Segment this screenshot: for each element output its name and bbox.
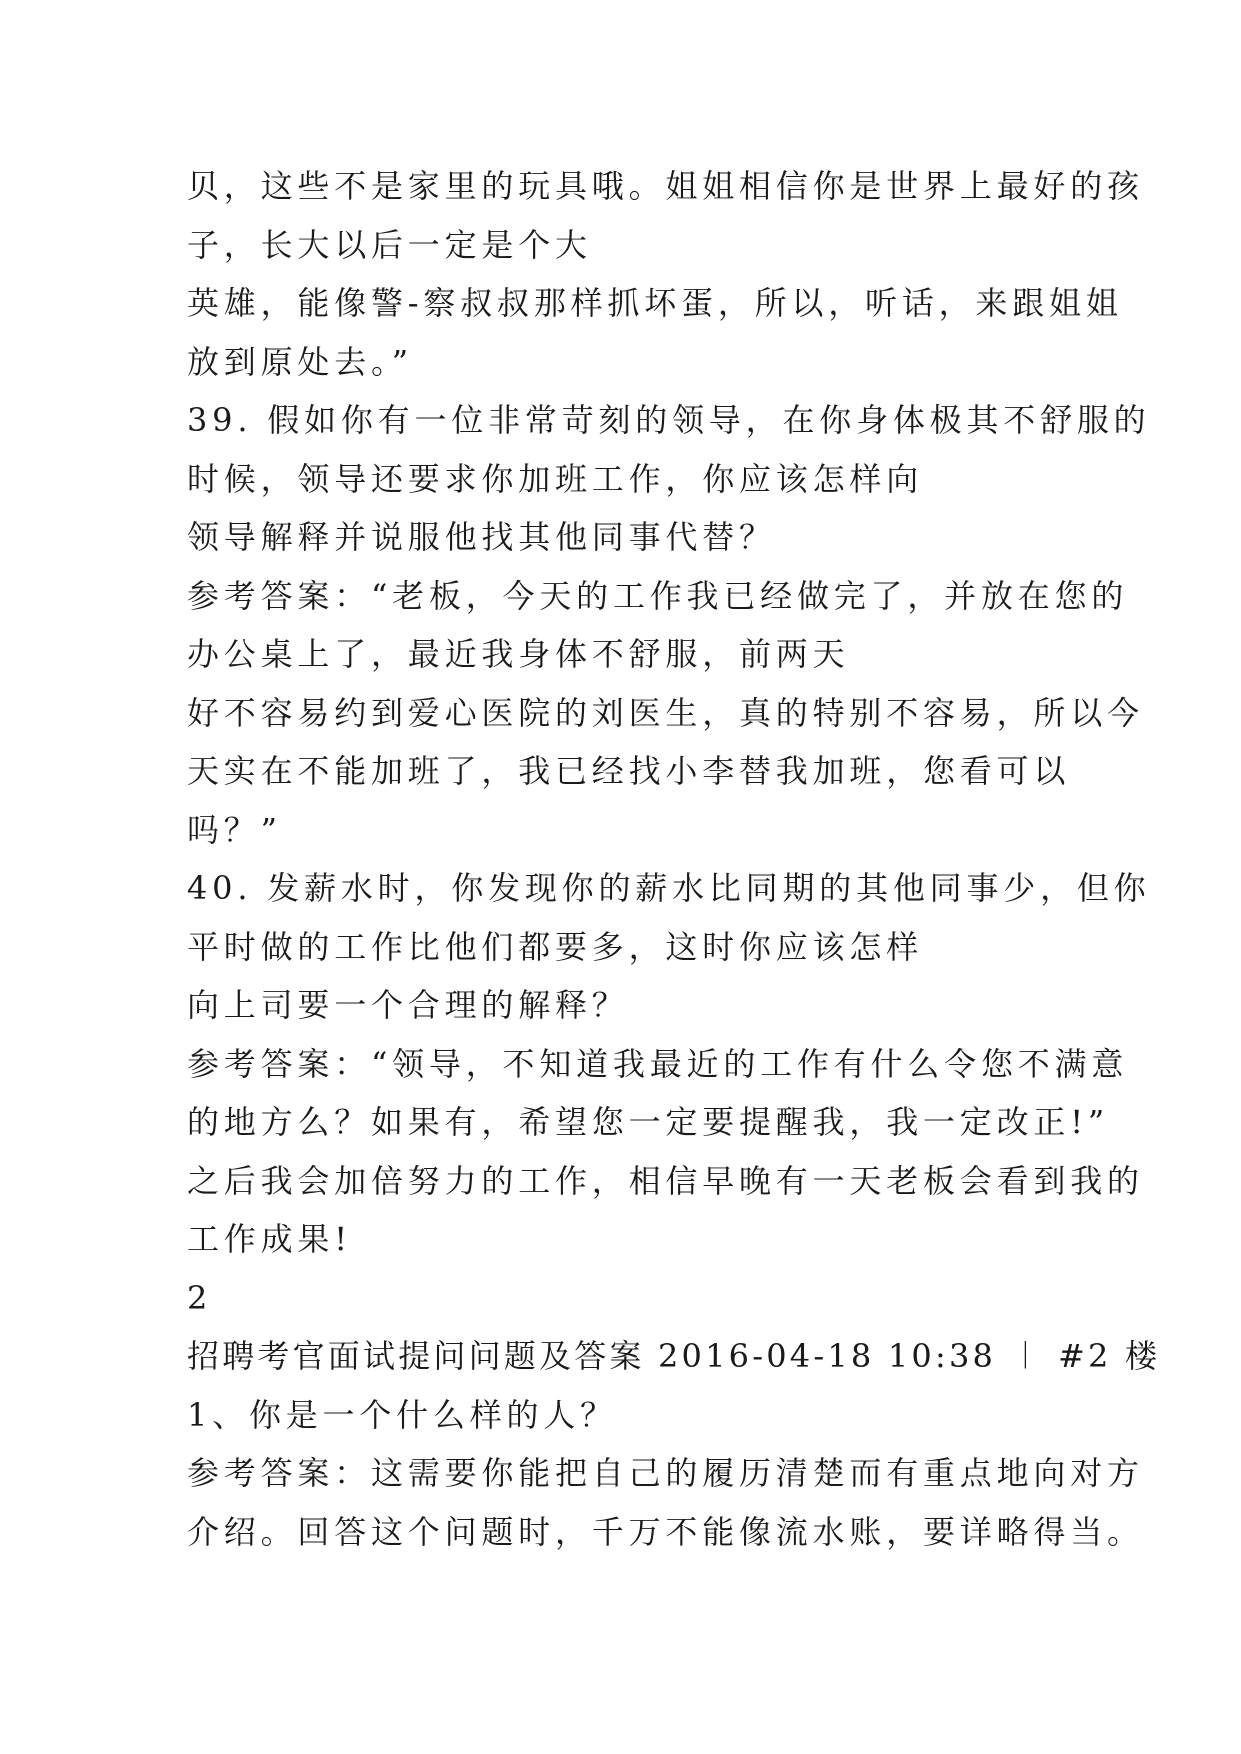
text-line: 之后我会加倍努力的工作，相信早晚有一天老板会看到我的: [187, 1161, 1144, 1200]
text-line: 的地方么？如果有，希望您一定要提醒我，我一定改正!”: [187, 1103, 1110, 1141]
text-line: 贝，这些不是家里的玩具哦。姐姐相信你是世界上最好的孩: [187, 167, 1144, 205]
answer-40: 参考答案：“领导，不知道我最近的工作有什么令您不满意: [187, 1044, 1129, 1083]
text-line: 好不容易约到爱心医院的刘医生，真的特别不容易，所以今: [187, 693, 1144, 732]
text-line: 办公桌上了，最近我身体不舒服，前两天: [187, 635, 850, 673]
text-line: 子，长大以后一定是个大: [187, 225, 592, 264]
question-39: 39. 假如你有一位非常苛刻的领导，在你身体极其不舒服的: [187, 401, 1151, 439]
text-line: 平时做的工作比他们都要多，这时你应该怎样: [187, 927, 924, 966]
text-line: 向上司要一个合理的解释？: [187, 986, 629, 1024]
text-line: 英雄，能像警-察叔叔那样抓坏蛋，所以，听话，来跟姐姐: [187, 284, 1123, 322]
text-line: 放到原处去。”: [187, 342, 413, 381]
text-line: 时候，领导还要求你加班工作，你应该怎样向: [187, 459, 924, 498]
document-body: [187, 157, 1161, 1561]
answer-1: 参考答案：这需要你能把自己的履历清楚而有重点地向对方: [187, 1454, 1144, 1492]
text-line: 介绍。回答这个问题时，千万不能像流水账，要详略得当。: [187, 1512, 1144, 1551]
answer-39: 参考答案：“老板，今天的工作我已经做完了，并放在您的: [187, 576, 1129, 615]
question-40: 40. 发薪水时，你发现你的薪水比同期的其他同事少，但你: [187, 869, 1151, 907]
question-1: 1、你是一个什么样的人？: [187, 1395, 617, 1434]
text-line: 天实在不能加班了，我已经找小李替我加班，您看可以: [187, 752, 1071, 790]
text-line: 吗？”: [187, 810, 282, 849]
text-line: 工作成果!: [187, 1220, 352, 1258]
page-number: 2: [187, 1278, 213, 1317]
post-header: 招聘考官面试提问问题及答案 2016-04-18 10:38 ︱ #2 楼: [187, 1337, 1161, 1375]
text-line: 领导解释并说服他找其他同事代替？: [187, 518, 776, 556]
